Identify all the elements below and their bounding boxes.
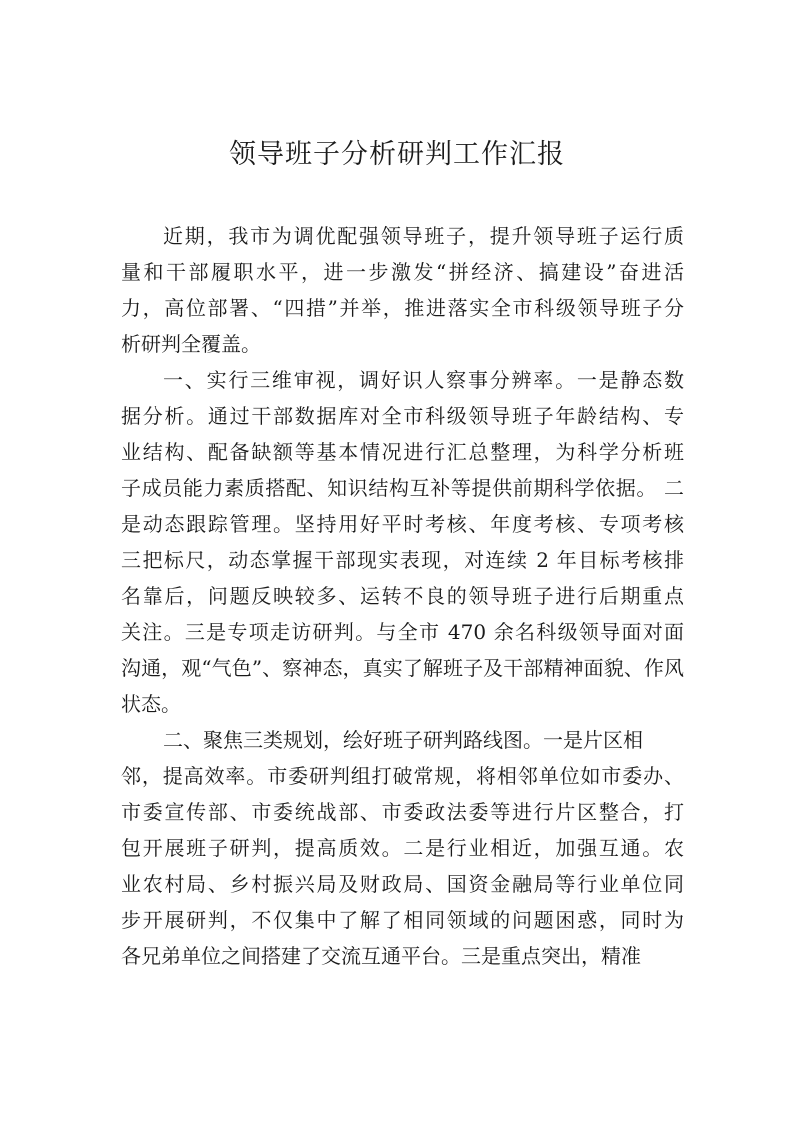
text-line: 邻，提高效率。市委研判组打破常规，将相邻单位如市委办、 — [121, 764, 684, 788]
text-line: 包开展班子研判，提高质效。二是行业相近，加强互通。农 — [121, 836, 684, 860]
text-line: 各兄弟单位之间搭建了交流互通平台。三是重点突出，精准 — [121, 944, 641, 968]
document-body — [121, 218, 684, 974]
text-line: 步开展研判，不仅集中了解了相同领域的问题困惑，同时为 — [121, 908, 684, 932]
text-line: 二、聚焦三类规划，绘好班子研判路线图。一是片区相 — [163, 728, 643, 752]
text-line: 据分析。通过干部数据库对全市科级领导班子年龄结构、专 — [121, 404, 684, 428]
text-line: 三把标尺，动态掌握干部现实表现，对连续 2 年目标考核排 — [121, 548, 684, 572]
page-title: 领导班子分析研判工作汇报 — [229, 139, 565, 170]
text-line: 近期，我市为调优配强领导班子，提升领导班子运行质 — [163, 224, 684, 248]
paragraph-intro — [121, 218, 684, 362]
paragraph-section-two — [121, 722, 684, 974]
text-line: 力，高位部署、“四措”并举，推进落实全市科级领导班子分 — [121, 296, 684, 320]
text-line: 名靠后，问题反映较多、运转不良的领导班子进行后期重点 — [121, 584, 684, 608]
text-line: 市委宣传部、市委统战部、市委政法委等进行片区整合，打 — [121, 800, 684, 824]
text-line: 关注。三是专项走访研判。与全市 470 余名科级领导面对面 — [121, 620, 684, 644]
paragraph-section-one — [121, 362, 684, 722]
text-line: 析研判全覆盖。 — [121, 332, 261, 356]
text-line: 业结构、配备缺额等基本情况进行汇总整理，为科学分析班 — [121, 440, 684, 464]
text-line: 是动态跟踪管理。坚持用好平时考核、年度考核、专项考核 — [121, 512, 684, 536]
text-line: 一、实行三维审视，调好识人察事分辨率。一是静态数 — [163, 368, 684, 392]
text-line: 子成员能力素质搭配、知识结构互补等提供前期科学依据。 二 — [121, 476, 684, 500]
text-line: 状态。 — [121, 692, 181, 716]
text-line: 业农村局、乡村振兴局及财政局、国资金融局等行业单位同 — [121, 872, 684, 896]
text-line: 量和干部履职水平，进一步激发“拼经济、搞建设”奋进活 — [121, 260, 684, 284]
text-line: 沟通，观“气色”、察神态，真实了解班子及干部精神面貌、作风 — [121, 656, 684, 680]
